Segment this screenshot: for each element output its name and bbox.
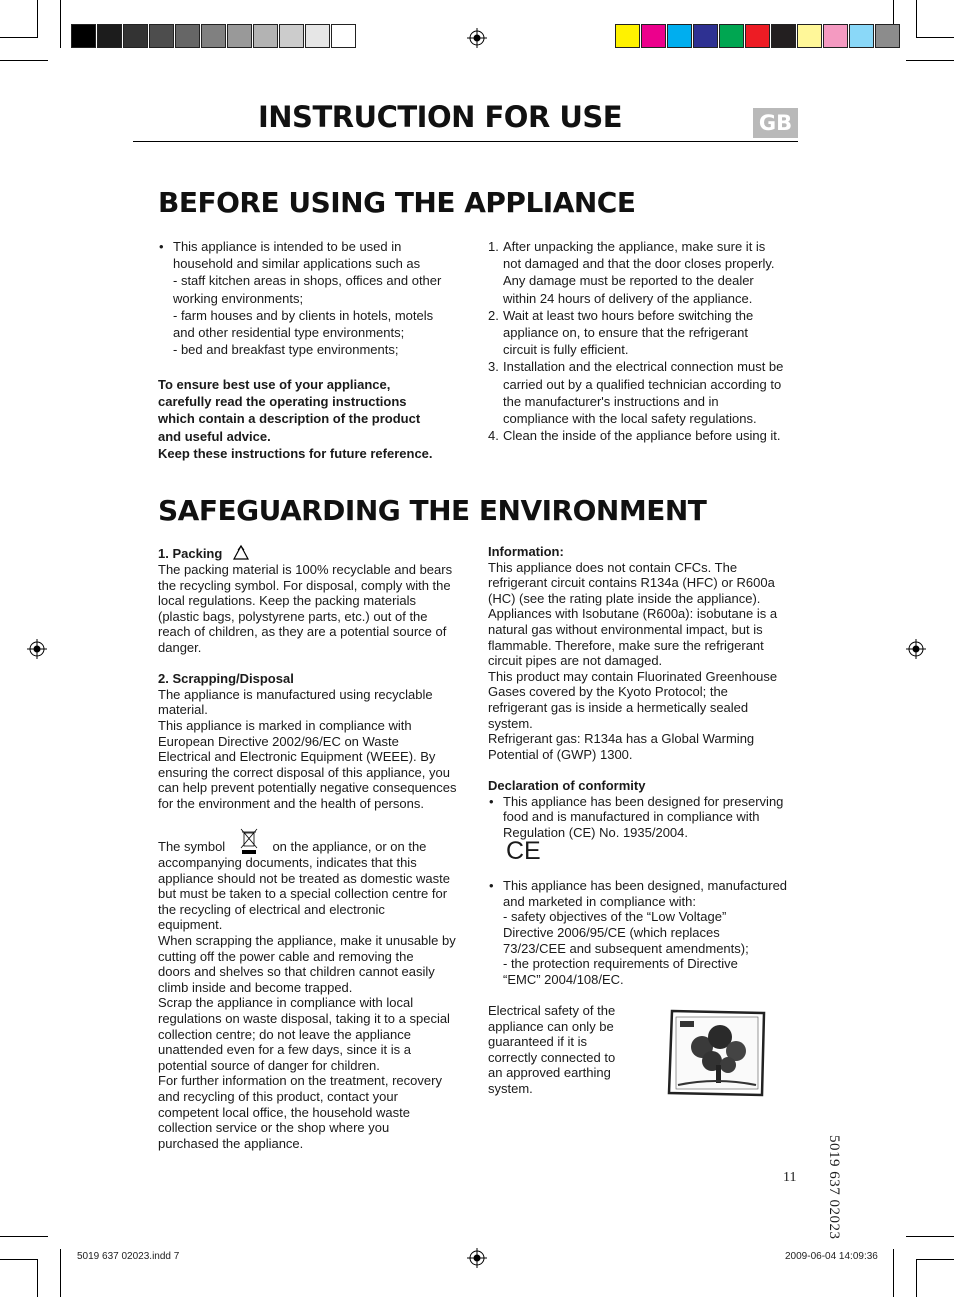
scrapping-text: [158, 687, 473, 812]
scrapping-line: purchased the appliance.: [158, 1135, 304, 1151]
packing-line: reach of children, as they are a potential source of: [158, 624, 447, 640]
step-line: within 24 hours of delivery of the appliance.: [503, 290, 753, 306]
file-slug: 5019 637 02023.indd 7: [77, 1251, 180, 1262]
scrapping-line: The appliance is manufactured using recyclable: [158, 686, 433, 702]
scrapping-line: for the environment and the health of persons.: [158, 795, 424, 811]
information-line: refrigerant gas is inside a hermetically sealed: [488, 699, 749, 715]
crossed-bin-icon: [237, 827, 261, 855]
step-number: 2.: [488, 307, 499, 323]
conformity-line: food and is manufactured in compliance with: [503, 809, 760, 825]
ce-mark: CE: [506, 837, 541, 866]
step-line: appliance on, to ensure that the refrigerant: [503, 325, 748, 341]
gray-swatch: [305, 24, 330, 48]
step-number: 1.: [488, 239, 499, 254]
conformity-line: - the protection requirements of Directive: [503, 956, 738, 972]
information-line: system.: [488, 715, 533, 731]
safety-line: guaranteed if it is: [488, 1034, 588, 1050]
information-line: This appliance does not contain CFCs. The: [488, 559, 738, 575]
packing-text: [158, 562, 473, 656]
crop-mark: [906, 60, 954, 61]
registration-mark-icon: [467, 1248, 487, 1268]
advice-line: and useful advice.: [158, 428, 271, 444]
information-text: [488, 560, 803, 763]
usage-bullet: [158, 238, 470, 358]
gray-swatch: [149, 24, 174, 48]
usage-bullet-text: [158, 238, 470, 358]
safety-line: correctly connected to: [488, 1049, 616, 1065]
crop-mark: [0, 60, 48, 61]
crop-mark: [60, 0, 61, 48]
scrapping-line: This appliance is marked in compliance with: [158, 717, 412, 733]
color-swatch: [771, 24, 796, 48]
scrapping-line: ensuring the correct disposal of this appliance, you: [158, 764, 450, 780]
color-swatch: [693, 24, 718, 48]
section-title-environment: SAFEGUARDING THE ENVIRONMENT: [158, 494, 707, 527]
information-line: This product may contain Fluorinated Greenhouse: [488, 668, 778, 684]
advice-line: To ensure best use of your appliance,: [158, 377, 391, 392]
crop-mark: [906, 1236, 954, 1237]
safety-line: appliance can only be: [488, 1018, 614, 1034]
symbol-pre-text: The symbol: [158, 839, 226, 855]
crop-mark: [0, 1236, 48, 1237]
weee-symbol-row: [158, 827, 473, 855]
gray-swatch: [71, 24, 96, 48]
scrapping-line: cutting off the power cable and removing the: [158, 948, 414, 964]
section-title-before-using: BEFORE USING THE APPLIANCE: [158, 186, 636, 219]
usage-line: and other residential type environments;: [173, 325, 405, 341]
crop-mark: [893, 1249, 894, 1297]
conformity-line: - safety objectives of the “Low Voltage”: [503, 909, 727, 925]
gray-swatch: [279, 24, 304, 48]
crop-mark: [916, 0, 917, 38]
registration-mark-icon: [27, 639, 47, 659]
scrapping-line: Electrical and Electronic Equipment (WEEE). By: [158, 749, 436, 765]
gray-swatch: [97, 24, 122, 48]
step-line: Any damage must be reported to the dealer: [503, 273, 754, 289]
information-line: Gases covered by the Kyoto Protocol; the: [488, 684, 728, 700]
gray-swatch: [175, 24, 200, 48]
timestamp-slug: 2009-06-04 14:09:36: [785, 1251, 878, 1262]
step-line: carried out by a qualified technician according to: [503, 376, 782, 392]
information-line: circuit pipes are not damaged.: [488, 653, 663, 669]
conformity-line: • This appliance has been designed for preserving: [503, 793, 784, 809]
registration-mark-icon: [467, 28, 487, 48]
step-line: After unpacking the appliance, make sure it is: [503, 239, 766, 254]
advice-line: which contain a description of the product: [158, 411, 421, 427]
safety-line: an approved earthing: [488, 1065, 611, 1081]
step-line: Clean the inside of the appliance before using it.: [503, 428, 781, 444]
preparation-step: [488, 427, 808, 444]
color-swatch: [615, 24, 640, 48]
scrapping-line: collection service or the shop where you: [158, 1120, 390, 1136]
usage-line: - staff kitchen areas in shops, offices and other: [173, 273, 442, 289]
registration-mark-icon: [906, 639, 926, 659]
color-swatch: [745, 24, 770, 48]
step-number: 4.: [488, 428, 499, 444]
step-line: Wait at least two hours before switching the: [503, 307, 754, 323]
step-line: not damaged and that the door closes properly.: [503, 256, 775, 272]
ce-mark-row: [488, 837, 803, 878]
scrapping-line: appliance should not be treated as domestic waste: [158, 870, 450, 886]
information-line: refrigerant circuit contains R134a (HFC) or R600a: [488, 575, 775, 591]
information-line: Refrigerant gas: R134a has a Global Warming: [488, 731, 755, 747]
conformity-line: Directive 2006/95/CE (which replaces: [503, 925, 720, 941]
scrapping-line: European Directive 2002/96/EC on Waste: [158, 733, 399, 749]
scrapping-line: accompanying documents, indicates that this: [158, 855, 417, 871]
step-line: Installation and the electrical connection must be: [503, 359, 784, 375]
environment-left-column: [158, 544, 473, 1151]
crop-mark: [0, 37, 38, 38]
gray-swatch: [123, 24, 148, 48]
conformity-bullet: [488, 794, 803, 841]
packing-line: (plastic bags, polystyrene parts, etc.) out of the: [158, 608, 428, 624]
scrapping-line: When scrapping the appliance, make it unusable by: [158, 933, 456, 949]
crop-mark: [916, 1259, 954, 1260]
scrapping-line: but must be taken to a special collection centre for: [158, 886, 448, 902]
scrapping-line: For further information on the treatment, recovery: [158, 1073, 442, 1089]
safety-line: system.: [488, 1081, 533, 1096]
usage-line: household and similar applications such as: [173, 256, 421, 272]
crop-mark: [916, 1259, 917, 1297]
information-line: natural gas without environmental impact, but is: [488, 621, 763, 637]
packing-line: The packing material is 100% recyclable and bears: [158, 562, 453, 577]
packing-line: local regulations. Keep the packing materials: [158, 593, 416, 609]
color-swatch: [823, 24, 848, 48]
preparation-step: [488, 358, 808, 427]
information-line: (HC) (see the rating plate inside the appliance).: [488, 590, 761, 606]
conformity-heading: Declaration of conformity: [488, 777, 646, 793]
conformity-line: and marketed in compliance with:: [503, 893, 696, 909]
page-number: 11: [783, 1170, 797, 1185]
grayscale-calibration-bar: [71, 24, 357, 48]
gray-swatch: [331, 24, 356, 48]
conformity-line: “EMC” 2004/108/EC.: [503, 971, 624, 987]
scrapping-text-continued: [158, 855, 473, 1151]
scrapping-line: the recycling of electrical and electronic: [158, 901, 385, 917]
header-divider: [133, 141, 798, 142]
step-line: compliance with the local safety regulations.: [503, 411, 757, 427]
color-swatch: [641, 24, 666, 48]
advice-text: [158, 376, 470, 462]
conformity-line: Regulation (CE) No. 1935/2004.: [503, 824, 689, 840]
gray-swatch: [201, 24, 226, 48]
preparation-step: [488, 238, 808, 307]
color-swatch: [875, 24, 900, 48]
scrapping-line: equipment.: [158, 917, 223, 933]
color-calibration-bar: [615, 24, 901, 48]
scrapping-line: potential source of danger for children.: [158, 1057, 380, 1073]
scrapping-line: material.: [158, 702, 208, 718]
scrapping-line: regulations on waste disposal, taking it to a special: [158, 1011, 450, 1027]
conformity-line: 73/23/CEE and subsequent amendments);: [503, 940, 749, 956]
advice-line: Keep these instructions for future reference.: [158, 445, 433, 461]
packing-heading: 1. Packing: [158, 546, 223, 561]
scrapping-line: can help prevent potentially negative consequences: [158, 780, 457, 796]
preparation-step: [488, 307, 808, 359]
scrapping-line: and recycling of this product, contact your: [158, 1089, 398, 1104]
packing-line: the recycling symbol. For disposal, comply with the: [158, 577, 451, 593]
color-swatch: [667, 24, 692, 48]
symbol-post-text: on the appliance, or on the: [272, 839, 427, 855]
crop-mark: [60, 1249, 61, 1297]
scrapping-line: climb inside and become trapped.: [158, 979, 353, 995]
crop-mark: [916, 37, 954, 38]
tree-stamp-image: [666, 1007, 768, 1097]
step-line: circuit is fully efficient.: [503, 342, 629, 358]
document-code: 5019 637 02023: [826, 1135, 842, 1240]
information-line: Appliances with Isobutane (R600a): isobutane is a: [488, 606, 778, 622]
usage-line: • This appliance is intended to be used in: [173, 239, 402, 254]
color-swatch: [719, 24, 744, 48]
color-swatch: [797, 24, 822, 48]
scrapping-heading: 2. Scrapping/Disposal: [158, 671, 294, 687]
preparation-steps-list: [488, 238, 808, 444]
scrapping-line: Scrap the appliance in compliance with local: [158, 995, 414, 1011]
crop-mark: [37, 0, 38, 38]
language-badge: GB: [753, 108, 798, 138]
gray-swatch: [253, 24, 278, 48]
packing-heading-row: [158, 544, 473, 562]
information-line: Potential of (GWP) 1300.: [488, 746, 633, 762]
usage-line: - farm houses and by clients in hotels, motels: [173, 307, 434, 323]
scrapping-line: doors and shelves so that children cannot easily: [158, 964, 435, 980]
packing-line: danger.: [158, 639, 202, 655]
conformity-bullet: [488, 878, 803, 987]
gray-swatch: [227, 24, 252, 48]
crop-mark: [0, 1259, 38, 1260]
scrapping-line: unattended even for a few days, since it is a: [158, 1042, 411, 1058]
page-title: INSTRUCTION FOR USE: [258, 100, 623, 134]
conformity-line: • This appliance has been designed, manufactured: [503, 878, 788, 894]
color-swatch: [849, 24, 874, 48]
crop-mark: [37, 1259, 38, 1297]
information-line: flammable. Therefore, make sure the refrigerant: [488, 637, 764, 653]
recycling-icon: [230, 544, 252, 562]
scrapping-line: competent local office, the household waste: [158, 1104, 410, 1120]
advice-line: carefully read the operating instructions: [158, 394, 407, 410]
step-line: the manufacturer's instructions and in: [503, 393, 719, 409]
step-number: 3.: [488, 359, 499, 375]
information-heading: Information:: [488, 544, 564, 559]
usage-line: - bed and breakfast type environments;: [173, 342, 399, 358]
usage-line: working environments;: [173, 290, 304, 306]
safety-line: Electrical safety of the: [488, 1003, 616, 1019]
scrapping-line: collection centre; do not leave the appliance: [158, 1026, 411, 1042]
